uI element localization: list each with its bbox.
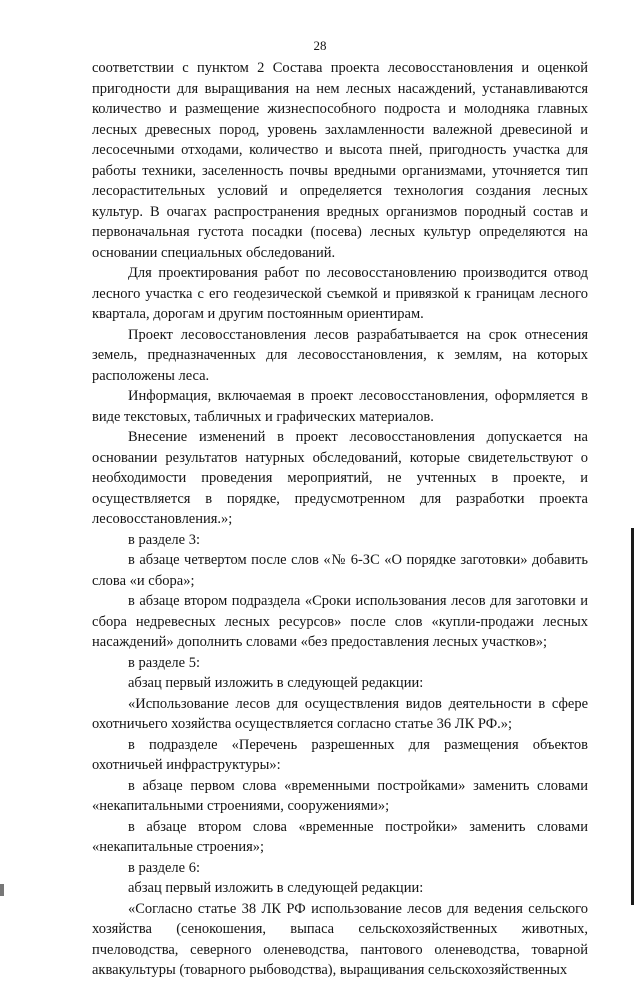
paragraph-6: в разделе 3: (128, 531, 201, 548)
paragraph-1: соответствии с пунктом 2 Состава проекта лесовосстановления и оценкой пригодности для выращивания на нем лесных насаждений, устанавливаются количество и размещение жизнеспособного подроста и молодняка главных лесных древесных пород, уровень захламленности валежной древесиной и лесосечными отходами, количество и высота пней, пригодность участка для работы техники, заселенность почвы вредными организмами, уточняется тип лесорастительных условий и определяется технология создания лесных культур. В очагах распространения вредных организмов породный состав и первоначальная густота посадки (посева) лесных культур определяются на основании специальных обследований. (92, 60, 588, 261)
paragraph-10: абзац первый изложить в следующей редакции: (128, 675, 424, 691)
paragraph-14: в абзаце втором слова «временные постройки» заменить словами «некапитальные строения»; (92, 818, 588, 855)
scan-edge-mark (0, 884, 4, 896)
paragraph-4: Информация, включаемая в проект лесовосстановления, оформляется в виде текстовых, табличных и графических материалов. (92, 388, 588, 425)
paragraph-9: в разделе 5: (128, 654, 201, 671)
paragraph-8: в абзаце втором подраздела «Сроки использования лесов для заготовки и сбора недревесных лесных ресурсов» после слов «купли-продажи лесных насаждений» дополнить словами «без предоставления лесных участков»; (92, 593, 588, 650)
paragraph-15: в разделе 6: (128, 859, 201, 876)
paragraph-5: Внесение изменений в проект лесовосстановления допускается на основании результатов натурных обследований, которые свидетельствуют о необходимости проведения мероприятий, не учтенных в проекте, и осуществляется в порядке, предусмотренном для разработки проекта лесовосстановления.»; (92, 429, 588, 527)
paragraph-13: в абзаце первом слова «временными постройками» заменить словами «некапитальными строениями, сооружениями»; (92, 777, 588, 814)
paragraph-3: Проект лесовосстановления лесов разрабатывается на срок отнесения земель, предназначенных для лесовосстановления, к землям, на которых расположены леса. (92, 326, 588, 384)
document-body (92, 58, 588, 981)
page-number: 28 (313, 38, 327, 53)
paragraph-7: в абзаце четвертом после слов «№ 6-ЗС «О порядке заготовки» добавить слова «и сбора»; (92, 552, 588, 589)
paragraph-17: «Согласно статье 38 ЛК РФ использование лесов для ведения сельского хозяйства (сенокошения, выпаса сельскохозяйственных животных, пчеловодства, северного оленеводства, пантового оленеводства, товарной аквакультуры (товарного рыбоводства), выращивания сельскохозяйственных (92, 900, 588, 978)
paragraph-16: абзац первый изложить в следующей редакции: (128, 880, 424, 896)
paragraph-2: Для проектирования работ по лесовосстановлению производится отвод лесного участка с его геодезической съемкой и привязкой к границам лесного квартала, дорогам и другим постоянным ориентирам. (92, 265, 588, 322)
paragraph-11: «Использование лесов для осуществления видов деятельности в сфере охотничьего хозяйства осуществляется согласно статье 36 ЛК РФ.»; (92, 695, 588, 732)
scan-edge-line (631, 528, 634, 905)
paragraph-12: в подразделе «Перечень разрешенных для размещения объектов охотничьей инфраструктуры»: (92, 736, 588, 773)
